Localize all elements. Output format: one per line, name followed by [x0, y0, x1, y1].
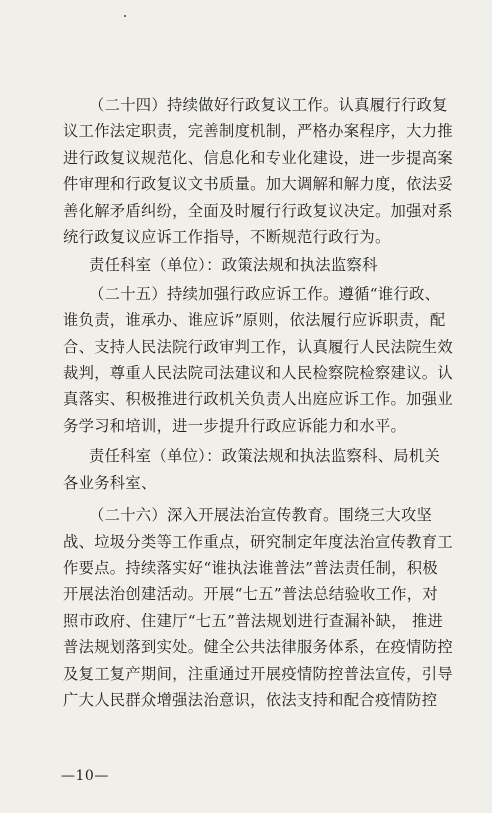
paragraph-24: （二十四）持续做好行政复议工作。认真履行行政复议工作法定职责，完善制度机制，严格办案程序，大力推进行政复议规范化、信息化和专业化建设，进一步提高案件审理和行政复议文书质量。加大调解和解力度，依法妥善化解矛盾纠纷，全面及时履行行政复议决定。加强对系统行政复议应诉工作指导，不断规范行政行为。: [63, 96, 453, 247]
responsible-dept-25: 责任科室（单位）：政策法规和执法监察科、局机关各业务科室、: [63, 447, 441, 492]
paragraph-25: （二十五）持续加强行政应诉工作。遵循“谁行政、谁负责，谁承办、谁应诉”原则，依法履行应诉职责，配合、支持人民法院行政审判工作，认真履行人民法院生效裁判，尊重人民法院司法建议和人民检察院检察建议。认真落实、积极推进行政机关负责人出庭应诉工作。加强业务学习和培训，进一步提升行政应诉能力和水平。: [63, 284, 453, 435]
responsible-dept-24: 责任科室（单位）：政策法规和执法监察科: [89, 256, 378, 275]
scan-dot: [124, 15, 126, 17]
body-text: [63, 92, 453, 713]
paragraph-26: （二十六）深入开展法治宣传教育。围绕三大攻坚战、垃圾分类等工作重点，研究制定年度法治宣传教育工作要点。持续落实好“谁执法谁普法”普法责任制，积极开展法治创建活动。开展“七五”普法总结验收工作，对照市政府、住建厅“七五”普法规划进行查漏补缺， 推进普法规划落到实处。健全公共法律服务体系，在疫情防控及复工复产期间，注重通过开展疫情防控普法宣传，引导广大人民群众增强法治意识，依法支持和配合疫情防控: [63, 506, 453, 709]
page-number: —10—: [61, 768, 109, 784]
